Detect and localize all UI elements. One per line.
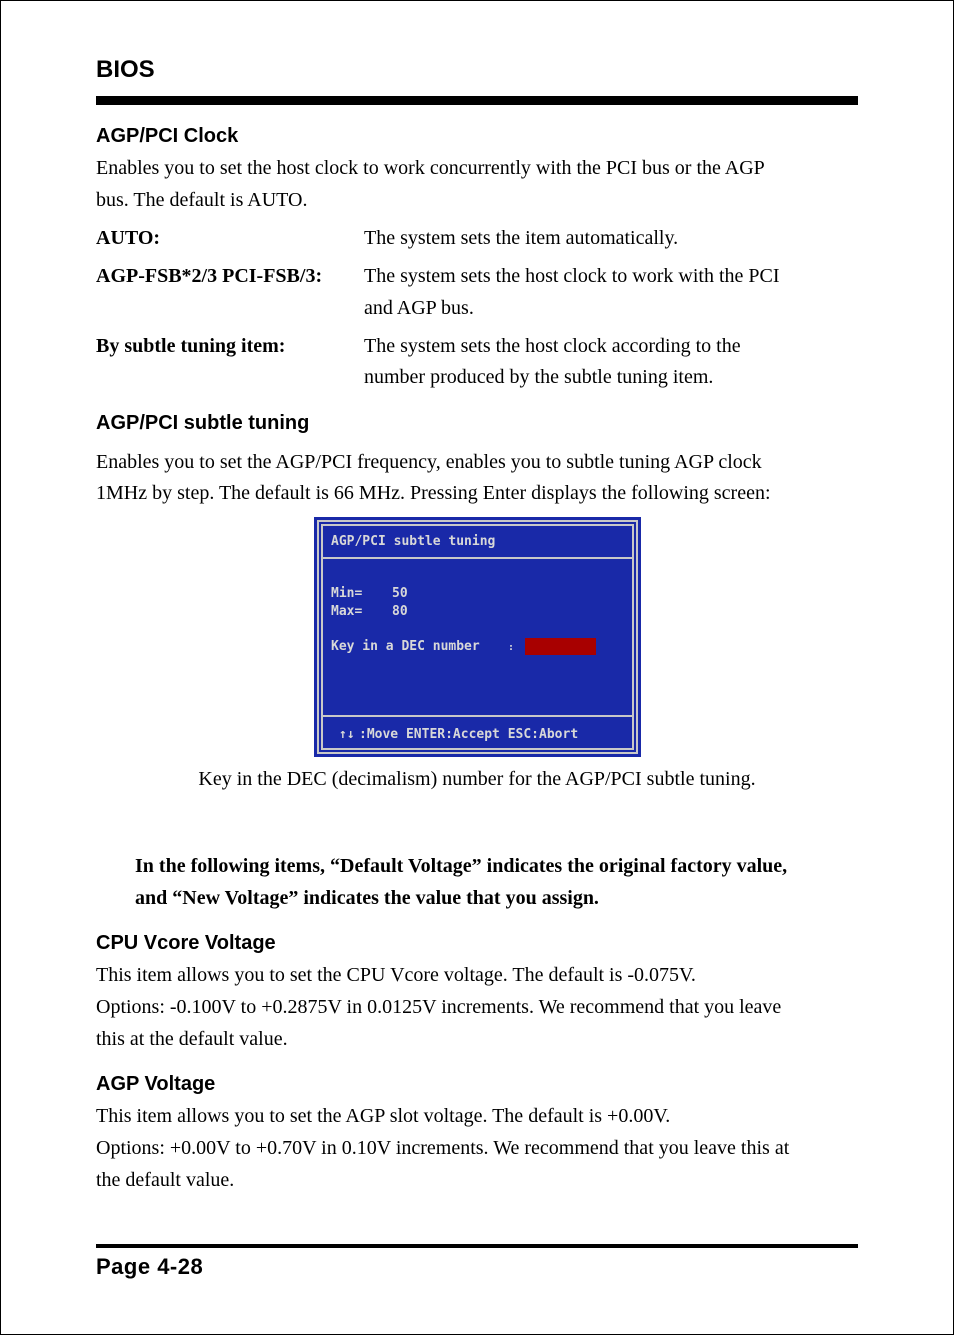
header-rule [96, 96, 858, 105]
heading-agp-pci-clock: AGP/PCI Clock [96, 125, 239, 147]
bios-prompt: Key in a DEC number [331, 639, 480, 654]
subtle-tuning-intro-1: Enables you to set the AGP/PCI frequency, enables you to subtle tuning AGP clock [96, 451, 762, 473]
option-desc-subtle-2: number produced by the subtle tuning item. [364, 366, 714, 388]
bios-max-label: Max= [331, 604, 363, 619]
option-term-auto: AUTO: [96, 227, 161, 249]
page-header-title: BIOS [96, 56, 155, 83]
bios-footer-help: :Move ENTER:Accept ESC:Abort [359, 727, 579, 742]
agp-pci-clock-intro-2: bus. The default is AUTO. [96, 189, 308, 211]
heading-agp-pci-subtle-tuning: AGP/PCI subtle tuning [96, 412, 310, 434]
voltage-note-2: and “New Voltage” indicates the value that you assign. [135, 887, 599, 909]
bios-footer-separator [321, 715, 634, 717]
voltage-note-1: In the following items, “Default Voltage” indicates the original factory value, [135, 855, 788, 877]
agp-voltage-line-3: the default value. [96, 1169, 235, 1191]
heading-cpu-vcore-voltage: CPU Vcore Voltage [96, 932, 276, 954]
option-term-subtle: By subtle tuning item: [96, 335, 286, 357]
option-desc-auto: The system sets the item automatically. [364, 227, 679, 249]
bios-footer-arrows-icon: ↑↓ [339, 727, 355, 742]
page-number: Page 4-28 [96, 1254, 204, 1279]
bios-prompt-separator: : [508, 642, 515, 653]
option-desc-subtle-1: The system sets the host clock according to the [364, 335, 741, 357]
subtle-tuning-intro-2: 1MHz by step. The default is 66 MHz. Pressing Enter displays the following screen: [96, 482, 771, 504]
bios-max-value: 80 [392, 604, 408, 619]
cpu-vcore-line-3: this at the default value. [96, 1028, 288, 1050]
heading-agp-voltage: AGP Voltage [96, 1073, 216, 1095]
option-term-agp-fsb: AGP-FSB*2/3 PCI-FSB/3: [96, 265, 323, 287]
bios-dialog-screenshot [314, 517, 641, 757]
agp-voltage-line-1: This item allows you to set the AGP slot voltage. The default is +0.00V. [96, 1105, 671, 1127]
cpu-vcore-line-1: This item allows you to set the CPU Vcore voltage. The default is -0.075V. [96, 964, 696, 986]
footer-rule [96, 1244, 858, 1248]
agp-pci-clock-intro-1: Enables you to set the host clock to work concurrently with the PCI bus or the AGP [96, 157, 765, 179]
bios-dec-number-input[interactable] [525, 638, 596, 655]
bios-min-label: Min= [331, 586, 363, 601]
cpu-vcore-line-2: Options: -0.100V to +0.2875V in 0.0125V increments. We recommend that you leave [96, 996, 782, 1018]
agp-voltage-line-2: Options: +0.00V to +0.70V in 0.10V increments. We recommend that you leave this at [96, 1137, 790, 1159]
figure-caption: Key in the DEC (decimalism) number for the AGP/PCI subtle tuning. [198, 768, 756, 790]
bios-title-separator [321, 557, 634, 559]
option-desc-agp-fsb-2: and AGP bus. [364, 297, 474, 319]
bios-min-value: 50 [392, 586, 408, 601]
bios-dialog-title: AGP/PCI subtle tuning [331, 534, 496, 549]
option-desc-agp-fsb-1: The system sets the host clock to work with the PCI [364, 265, 780, 287]
